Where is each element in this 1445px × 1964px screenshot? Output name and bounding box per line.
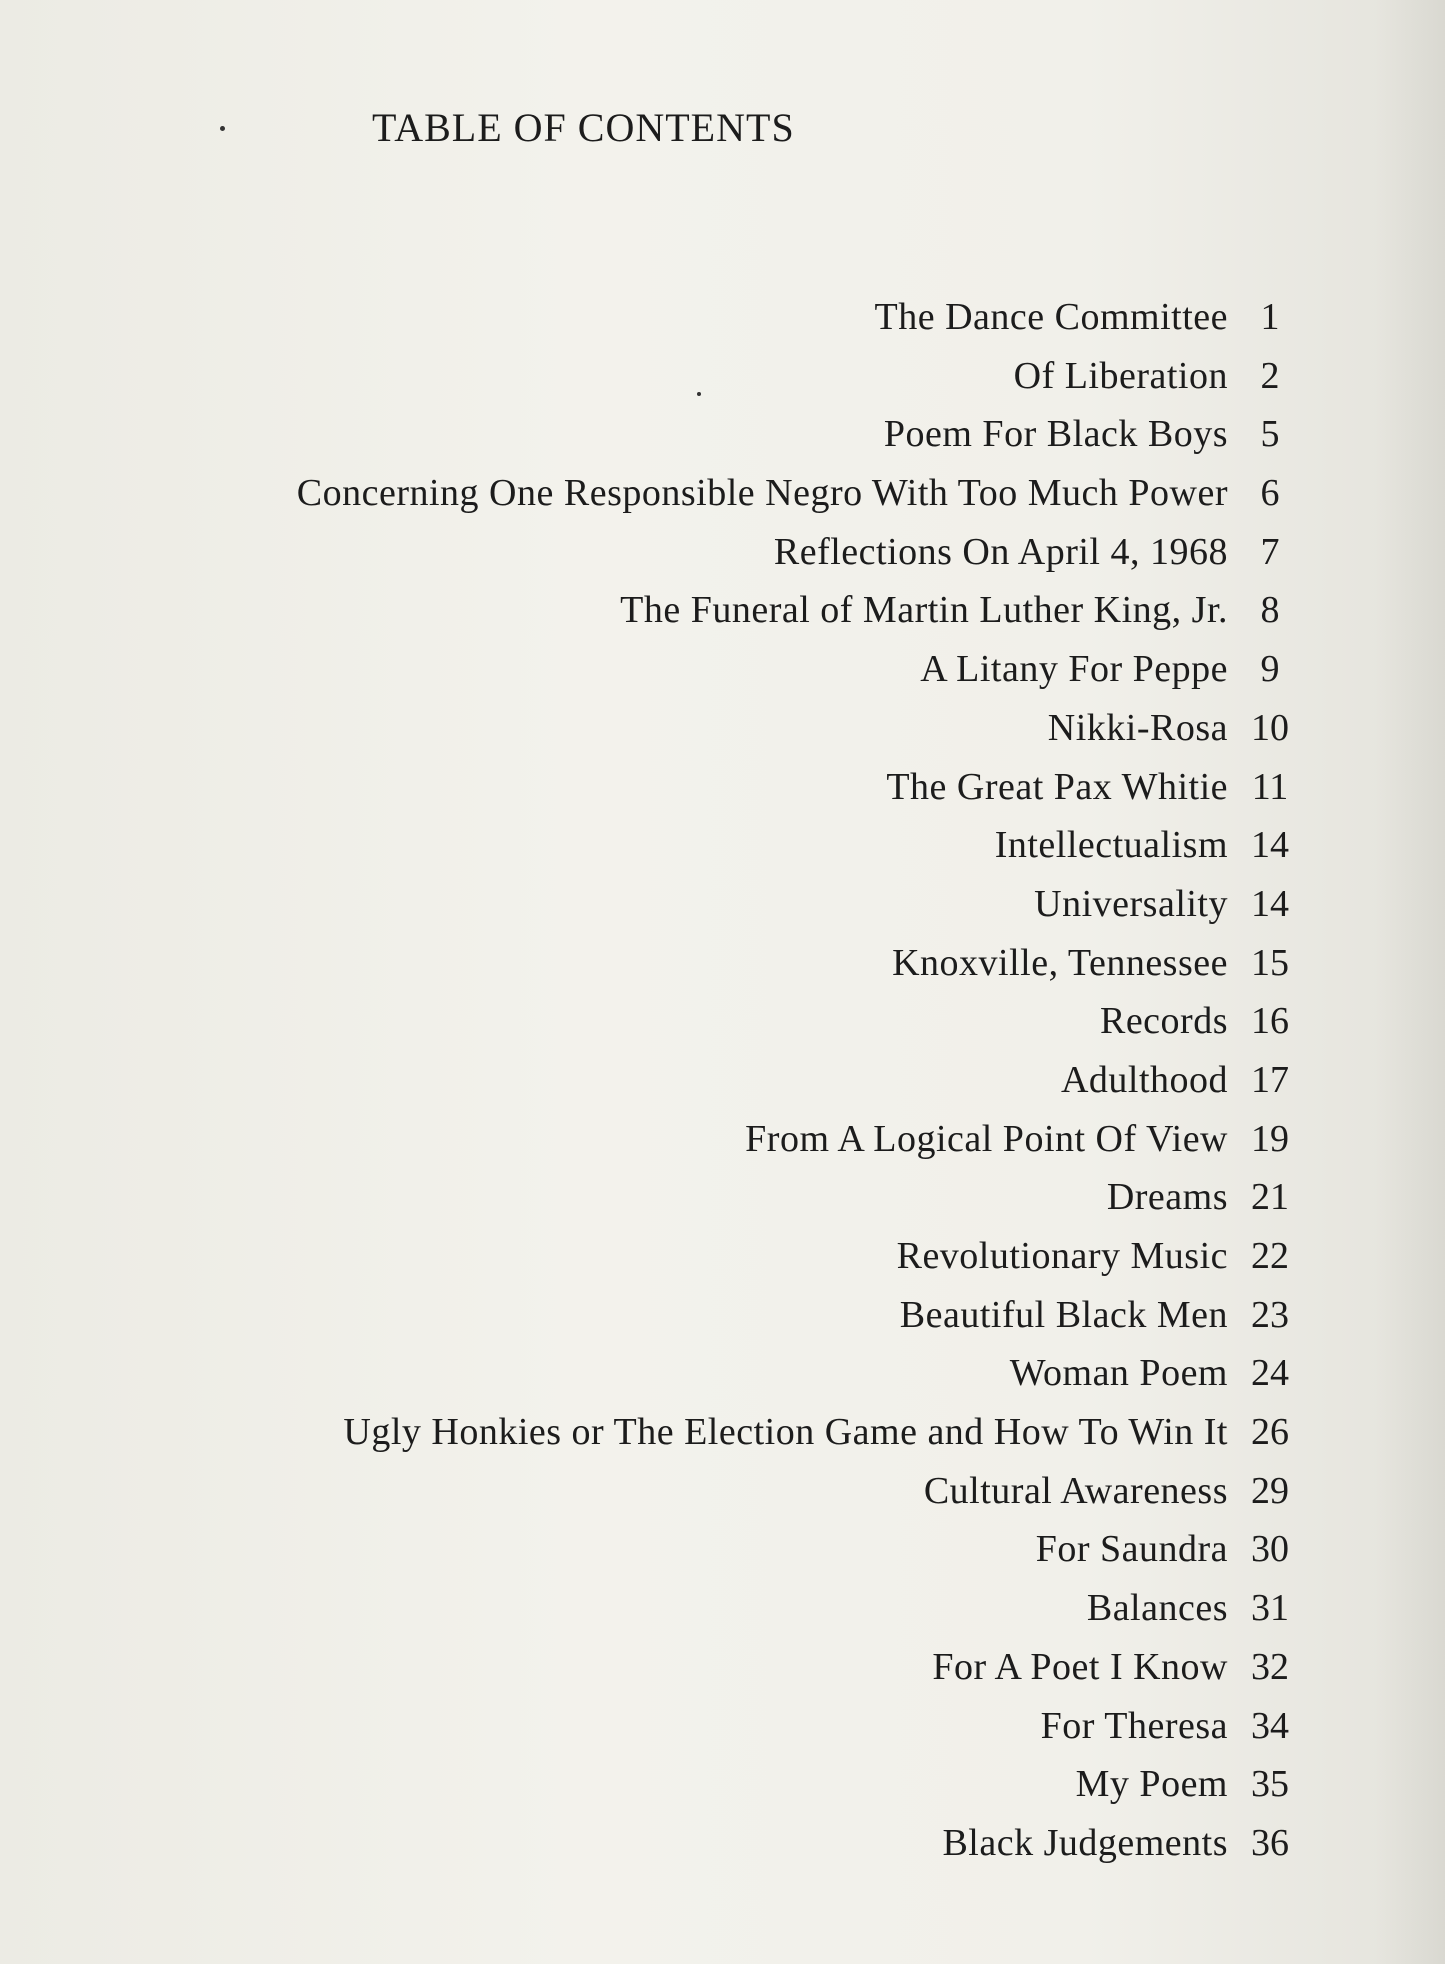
toc-entry-page-number: 35 <box>1251 1763 1289 1806</box>
toc-entry-title: Balances <box>1086 1587 1228 1630</box>
ink-speck <box>220 126 225 131</box>
toc-entry-page-number: 19 <box>1251 1117 1289 1160</box>
toc-entry-page-number: 16 <box>1251 1000 1289 1043</box>
toc-entry-title: Nikki-Rosa <box>1047 706 1228 749</box>
toc-entry-title: The Great Pax Whitie <box>886 765 1228 808</box>
toc-entry-page-number: 5 <box>1260 413 1280 456</box>
toc-entry-page-number: 24 <box>1251 1352 1289 1395</box>
toc-entry-page-number: 14 <box>1251 824 1289 867</box>
toc-entry-title: Reflections On April 4, 1968 <box>773 530 1228 573</box>
toc-entry <box>100 999 1312 1058</box>
toc-entry-title: Universality <box>1034 882 1228 925</box>
toc-entry-title: My Poem <box>1075 1763 1228 1806</box>
toc-entry-title: Cultural Awareness <box>923 1469 1228 1512</box>
toc-entry-page-number: 8 <box>1260 589 1280 632</box>
toc-entry-title: From A Logical Point Of View <box>745 1117 1228 1160</box>
toc-entry <box>100 1704 1312 1763</box>
toc-entry-title: Poem For Black Boys <box>883 413 1228 456</box>
toc-entry-page-number: 22 <box>1251 1235 1289 1277</box>
toc-entry-page-number: 1 <box>1260 296 1280 338</box>
toc-entry <box>100 1527 1312 1586</box>
toc-entry <box>100 471 1312 530</box>
toc-entry-title: For Saundra <box>1035 1528 1228 1571</box>
toc-entry-page-number: 11 <box>1251 765 1289 808</box>
toc-entry-page-number: 14 <box>1251 882 1289 925</box>
toc-entry-title: Dreams <box>1106 1176 1228 1219</box>
toc-entry-page-number: 9 <box>1260 648 1280 691</box>
toc-entry-page-number: 32 <box>1251 1645 1289 1688</box>
toc-entry-title: For Theresa <box>1040 1704 1228 1747</box>
toc-entry-page-number: 34 <box>1251 1704 1289 1747</box>
toc-entry <box>100 1410 1312 1469</box>
toc-entry-page-number: 29 <box>1251 1469 1289 1512</box>
toc-entry-title: Records <box>1099 1000 1228 1043</box>
toc-entry-title: Intellectualism <box>994 824 1228 867</box>
toc-entry <box>100 647 1312 706</box>
toc-entry <box>100 1058 1312 1117</box>
toc-entry-title: The Funeral of Martin Luther King, Jr. <box>620 589 1228 632</box>
toc-entry-page-number: 31 <box>1251 1587 1289 1630</box>
toc-entry-title: Knoxville, Tennessee <box>892 941 1228 984</box>
toc-entry <box>100 530 1312 589</box>
toc-entry <box>100 823 1312 882</box>
toc-entry-title: Black Judgements <box>942 1821 1228 1864</box>
toc-entry <box>100 882 1312 941</box>
page-edge-shadow <box>1375 0 1445 1964</box>
toc-entry <box>100 765 1312 824</box>
toc-entry <box>100 706 1312 765</box>
toc-entry-page-number: 23 <box>1251 1293 1289 1336</box>
toc-entry-title: Adulthood <box>1060 1058 1228 1101</box>
toc-entry-page-number: 2 <box>1260 354 1280 397</box>
toc-entry-page-number: 26 <box>1251 1411 1289 1454</box>
toc-entry <box>100 1821 1312 1880</box>
toc-entry-title: Ugly Honkies or The Election Game and How To Win It <box>343 1411 1228 1454</box>
toc-entry <box>100 1175 1312 1234</box>
toc-entry-page-number: 21 <box>1251 1176 1289 1219</box>
toc-entry-title: The Dance Committee <box>874 296 1228 338</box>
toc-entry <box>100 1234 1312 1293</box>
toc-entry-title: Concerning One Responsible Negro With Too Much Power <box>296 472 1228 515</box>
table-of-contents <box>100 295 1312 1880</box>
toc-entry-page-number: 7 <box>1260 530 1280 573</box>
toc-entry <box>100 295 1312 354</box>
toc-entry-title: Revolutionary Music <box>896 1235 1228 1277</box>
toc-entry-page-number: 30 <box>1251 1528 1289 1571</box>
toc-entry <box>100 588 1312 647</box>
toc-entry-title: Of Liberation <box>1013 354 1228 397</box>
toc-entry-page-number: 6 <box>1260 472 1280 515</box>
toc-entry <box>100 1645 1312 1704</box>
toc-entry-title: Beautiful Black Men <box>899 1293 1228 1336</box>
toc-entry-title: For A Poet I Know <box>932 1645 1228 1688</box>
toc-entry <box>100 1351 1312 1410</box>
page-title: TABLE OF CONTENTS <box>372 105 795 150</box>
toc-entry <box>100 1469 1312 1528</box>
toc-entry-page-number: 36 <box>1251 1821 1289 1864</box>
toc-entry <box>100 1586 1312 1645</box>
toc-entry <box>100 412 1312 471</box>
toc-entry-title: A Litany For Peppe <box>920 648 1228 691</box>
toc-entry-page-number: 10 <box>1251 706 1289 749</box>
toc-entry <box>100 354 1312 413</box>
toc-entry <box>100 1762 1312 1821</box>
toc-entry-page-number: 15 <box>1251 941 1289 984</box>
toc-entry <box>100 1293 1312 1352</box>
toc-entry <box>100 941 1312 1000</box>
toc-entry-title: Woman Poem <box>1009 1352 1228 1395</box>
toc-entry-page-number: 17 <box>1251 1058 1289 1101</box>
toc-entry <box>100 1117 1312 1176</box>
